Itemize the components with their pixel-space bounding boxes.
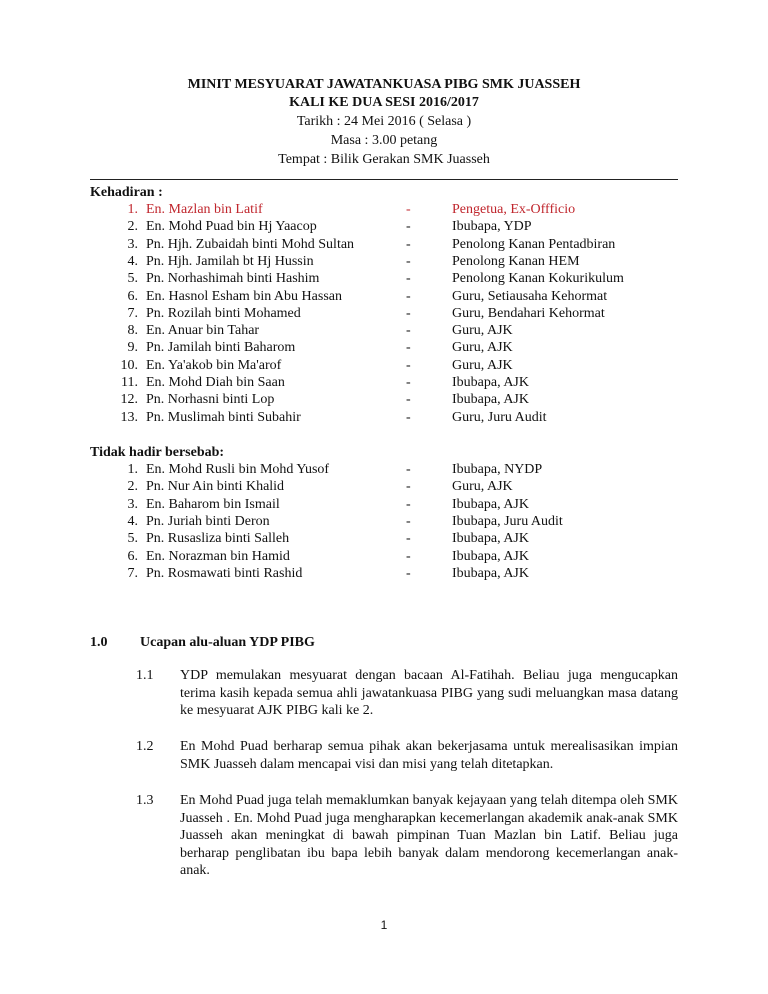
absent-dash: -: [406, 462, 411, 477]
paragraph-text: En Mohd Puad berharap semua pihak akan bekerjasama untuk merealisasikan impian SMK Juasseh dalam mencapai visi dan misi yang telah ditetapkan.: [180, 739, 678, 772]
absent-role: Ibubapa, Juru Audit: [452, 513, 563, 529]
header-divider: [90, 179, 678, 180]
absent-num: 6.: [127, 548, 138, 564]
attendance-role: Guru, AJK: [452, 323, 513, 339]
attendance-num: 12.: [120, 392, 138, 408]
absent-dash: -: [406, 479, 411, 495]
attendance-dash: -: [406, 236, 411, 252]
page-number: 1: [380, 918, 388, 932]
attendance-role: Penolong Kanan Pentadbiran: [452, 236, 616, 252]
absent-dash: -: [406, 496, 411, 512]
attendance-role: Penolong Kanan HEM: [452, 253, 580, 269]
attendance-num: 2.: [127, 219, 138, 235]
attendance-num: 8.: [127, 323, 138, 339]
attendance-role: Penolong Kanan Kokurikulum: [452, 271, 624, 287]
absent-name: Pn. Rosmawati binti Rashid: [146, 565, 303, 581]
attendance-role: Pengetua, Ex-Offficio: [452, 202, 576, 217]
attendance-role: Guru, Setiausaha Kehormat: [452, 288, 608, 304]
attendance-role: Ibubapa, AJK: [452, 375, 529, 390]
attendance-name: Pn. Norhashimah binti Hashim: [146, 271, 320, 287]
attendance-name: Pn. Rozilah binti Mohamed: [146, 305, 301, 321]
attendance-dash: -: [406, 288, 411, 304]
paragraph-number: 1.3: [136, 793, 154, 808]
attendance-role: Guru, Bendahari Kehormat: [452, 305, 605, 321]
attendance-name: Pn. Hjh. Zubaidah binti Mohd Sultan: [146, 236, 355, 252]
attendance-num: 6.: [127, 288, 138, 304]
document-title: MINIT MESYUARAT JAWATANKUASA PIBG SMK JUASSEH: [187, 77, 581, 92]
attendance-dash: -: [406, 253, 411, 269]
attendance-role: Guru, AJK: [452, 357, 513, 373]
attendance-num: 9.: [127, 340, 138, 356]
attendance-name: Pn. Norhasni binti Lop: [146, 392, 275, 408]
absent-dash: -: [406, 548, 411, 564]
absent-name: Pn. Rusasliza binti Salleh: [146, 531, 290, 547]
attendance-name: En. Mohd Puad bin Hj Yaacop: [146, 219, 317, 235]
attendance-role: Ibubapa, YDP: [452, 219, 532, 235]
absent-heading: Tidak hadir bersebab:: [90, 445, 225, 460]
section-title: Ucapan alu-aluan YDP PIBG: [140, 635, 315, 650]
absent-num: 1.: [127, 462, 138, 477]
attendance-dash: -: [406, 271, 411, 287]
absent-dash: -: [406, 565, 411, 581]
absent-role: Ibubapa, AJK: [452, 531, 529, 547]
absent-name: En. Baharom bin Ismail: [146, 496, 280, 512]
attendance-num: 10.: [120, 357, 138, 373]
absent-name: Pn. Juriah binti Deron: [146, 513, 270, 529]
absent-dash: -: [406, 531, 411, 547]
absent-name: En. Mohd Rusli bin Mohd Yusof: [146, 462, 330, 477]
meeting-date: Tarikh : 24 Mei 2016 ( Selasa ): [296, 114, 472, 129]
absent-role: Ibubapa, AJK: [452, 548, 529, 564]
section-1-heading: [90, 634, 315, 651]
meeting-time: Masa : 3.00 petang: [330, 133, 438, 148]
absent-role: Ibubapa, NYDP: [452, 462, 543, 477]
absent-dash: -: [406, 513, 411, 529]
document-subtitle: KALI KE DUA SESI 2016/2017: [289, 95, 479, 110]
attendance-num: 3.: [127, 236, 138, 252]
attendance-num: 7.: [127, 305, 138, 321]
section-number: 1.0: [90, 635, 108, 650]
paragraph-number: 1.2: [136, 739, 154, 754]
attendance-name: En. Anuar bin Tahar: [146, 323, 260, 339]
attendance-dash: -: [406, 323, 411, 339]
attendance-dash: -: [406, 202, 411, 217]
attendance-name: Pn. Muslimah binti Subahir: [146, 409, 301, 425]
absent-role: Ibubapa, AJK: [452, 565, 529, 581]
attendance-role: Guru, AJK: [452, 340, 513, 356]
attendance-heading: Kehadiran :: [90, 185, 163, 200]
attendance-name: En. Hasnol Esham bin Abu Hassan: [146, 288, 342, 304]
attendance-dash: -: [406, 409, 411, 425]
absent-num: 5.: [127, 531, 138, 547]
attendance-name: Pn. Hjh. Jamilah bt Hj Hussin: [146, 253, 314, 269]
absent-name: En. Norazman bin Hamid: [146, 548, 290, 564]
absent-num: 2.: [127, 479, 138, 495]
attendance-name: En. Mohd Diah bin Saan: [146, 375, 285, 390]
attendance-num: 5.: [127, 271, 138, 287]
attendance-num: 1.: [127, 202, 138, 217]
attendance-dash: -: [406, 340, 411, 356]
paragraph-text: En Mohd Puad juga telah memaklumkan banyak kejayaan yang telah ditempa oleh SMK Juasseh . En. Mohd Puad juga mengharapkan kecemerlangan akademik anak-anak SMK Juasseh akan meningkat di bawah pimpinan Tuan Mazlan bin Latif. Beliau juga berharap penglibatan ibu bapa lebih banyak dalam mendorong kecemerlangan anak-anak.: [180, 793, 678, 878]
absent-role: Ibubapa, AJK: [452, 496, 529, 512]
attendance-name: En. Ya'akob bin Ma'arof: [146, 357, 282, 373]
attendance-role: Guru, Juru Audit: [452, 409, 547, 425]
attendance-name: Pn. Jamilah binti Baharom: [146, 340, 296, 356]
absent-num: 3.: [127, 496, 138, 512]
attendance-dash: -: [406, 375, 411, 390]
attendance-dash: -: [406, 219, 411, 235]
attendance-role: Ibubapa, AJK: [452, 392, 529, 408]
attendance-num: 4.: [127, 253, 138, 269]
absent-role: Guru, AJK: [452, 479, 513, 495]
attendance-dash: -: [406, 357, 411, 373]
attendance-num: 13.: [120, 409, 138, 425]
meeting-venue: Tempat : Bilik Gerakan SMK Juasseh: [278, 152, 490, 167]
paragraph-number: 1.1: [136, 668, 154, 683]
attendance-dash: -: [406, 305, 411, 321]
attendance-num: 11.: [121, 375, 138, 390]
absent-num: 7.: [127, 565, 138, 581]
attendance-dash: -: [406, 392, 411, 408]
absent-num: 4.: [127, 513, 138, 529]
paragraph-text: YDP memulakan mesyuarat dengan bacaan Al-Fatihah. Beliau juga mengucapkan terima kasih kepada semua ahli jawatankuasa PIBG yang sudi meluangkan masa datang ke mesyuarat AJK PIBG kali ke 2.: [180, 668, 678, 718]
attendance-name: En. Mazlan bin Latif: [146, 202, 263, 217]
absent-name: Pn. Nur Ain binti Khalid: [146, 479, 285, 495]
